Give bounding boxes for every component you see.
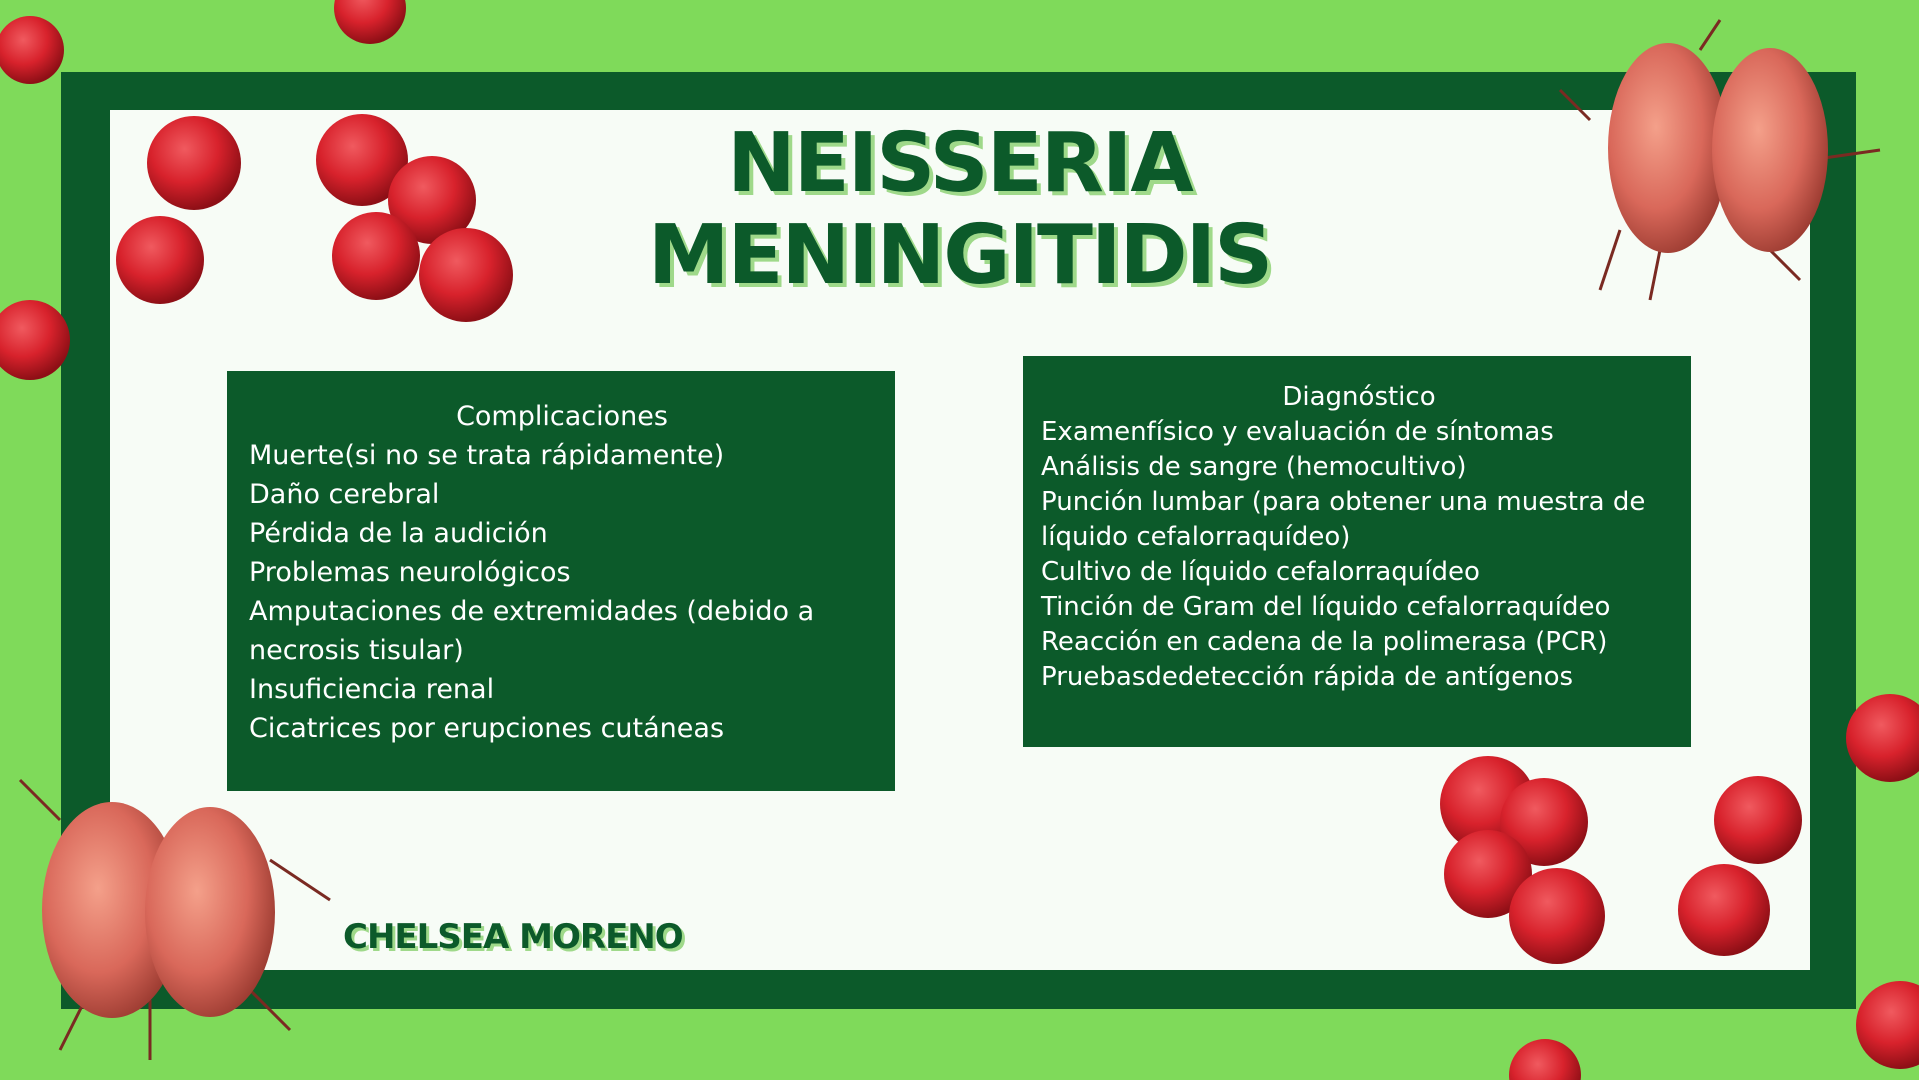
title-line-1: NEISSERIA [727, 116, 1192, 211]
diagnosis-heading: Diagnóstico [1282, 382, 1436, 412]
list-item: Cultivo de líquido cefalorraquídeo [1041, 557, 1480, 587]
list-item: Amputaciones de extremidades (debido a necrosis tisular) [249, 596, 815, 666]
complications-panel [227, 371, 895, 791]
list-item: Daño cerebral [249, 479, 440, 510]
list-item: Cicatrices por erupciones cutáneas [249, 713, 725, 744]
diagnosis-panel [1023, 356, 1691, 747]
list-item: Análisis de sangre (hemocultivo) [1041, 452, 1467, 482]
coccus-cluster-icon [1440, 694, 1919, 1080]
list-item: Muerte(si no se trata rápidamente) [249, 440, 725, 471]
author-name: CHELSEA MORENO [343, 917, 683, 957]
list-item: Insuficiencia renal [249, 674, 495, 705]
list-item: Problemas neurológicos [249, 557, 571, 588]
complications-heading: Complicaciones [456, 401, 668, 432]
list-item: Tinción de Gram del líquido cefalorraquídeo [1041, 592, 1611, 622]
list-item: Examenfísico y evaluación de síntomas [1041, 417, 1554, 447]
list-item: Pruebasdedetección rápida de antígenos [1041, 662, 1574, 692]
slide-title [0, 118, 1919, 302]
list-item: Punción lumbar (para obtener una muestra de líquido cefalorraquídeo) [1041, 487, 1646, 552]
list-item: Reacción en cadena de la polimerasa (PCR) [1041, 627, 1608, 657]
list-item: Pérdida de la audición [249, 518, 548, 549]
complications-list [249, 436, 875, 748]
diagnosis-list [1041, 415, 1677, 695]
title-line-2: MENINGITIDIS [647, 208, 1272, 303]
